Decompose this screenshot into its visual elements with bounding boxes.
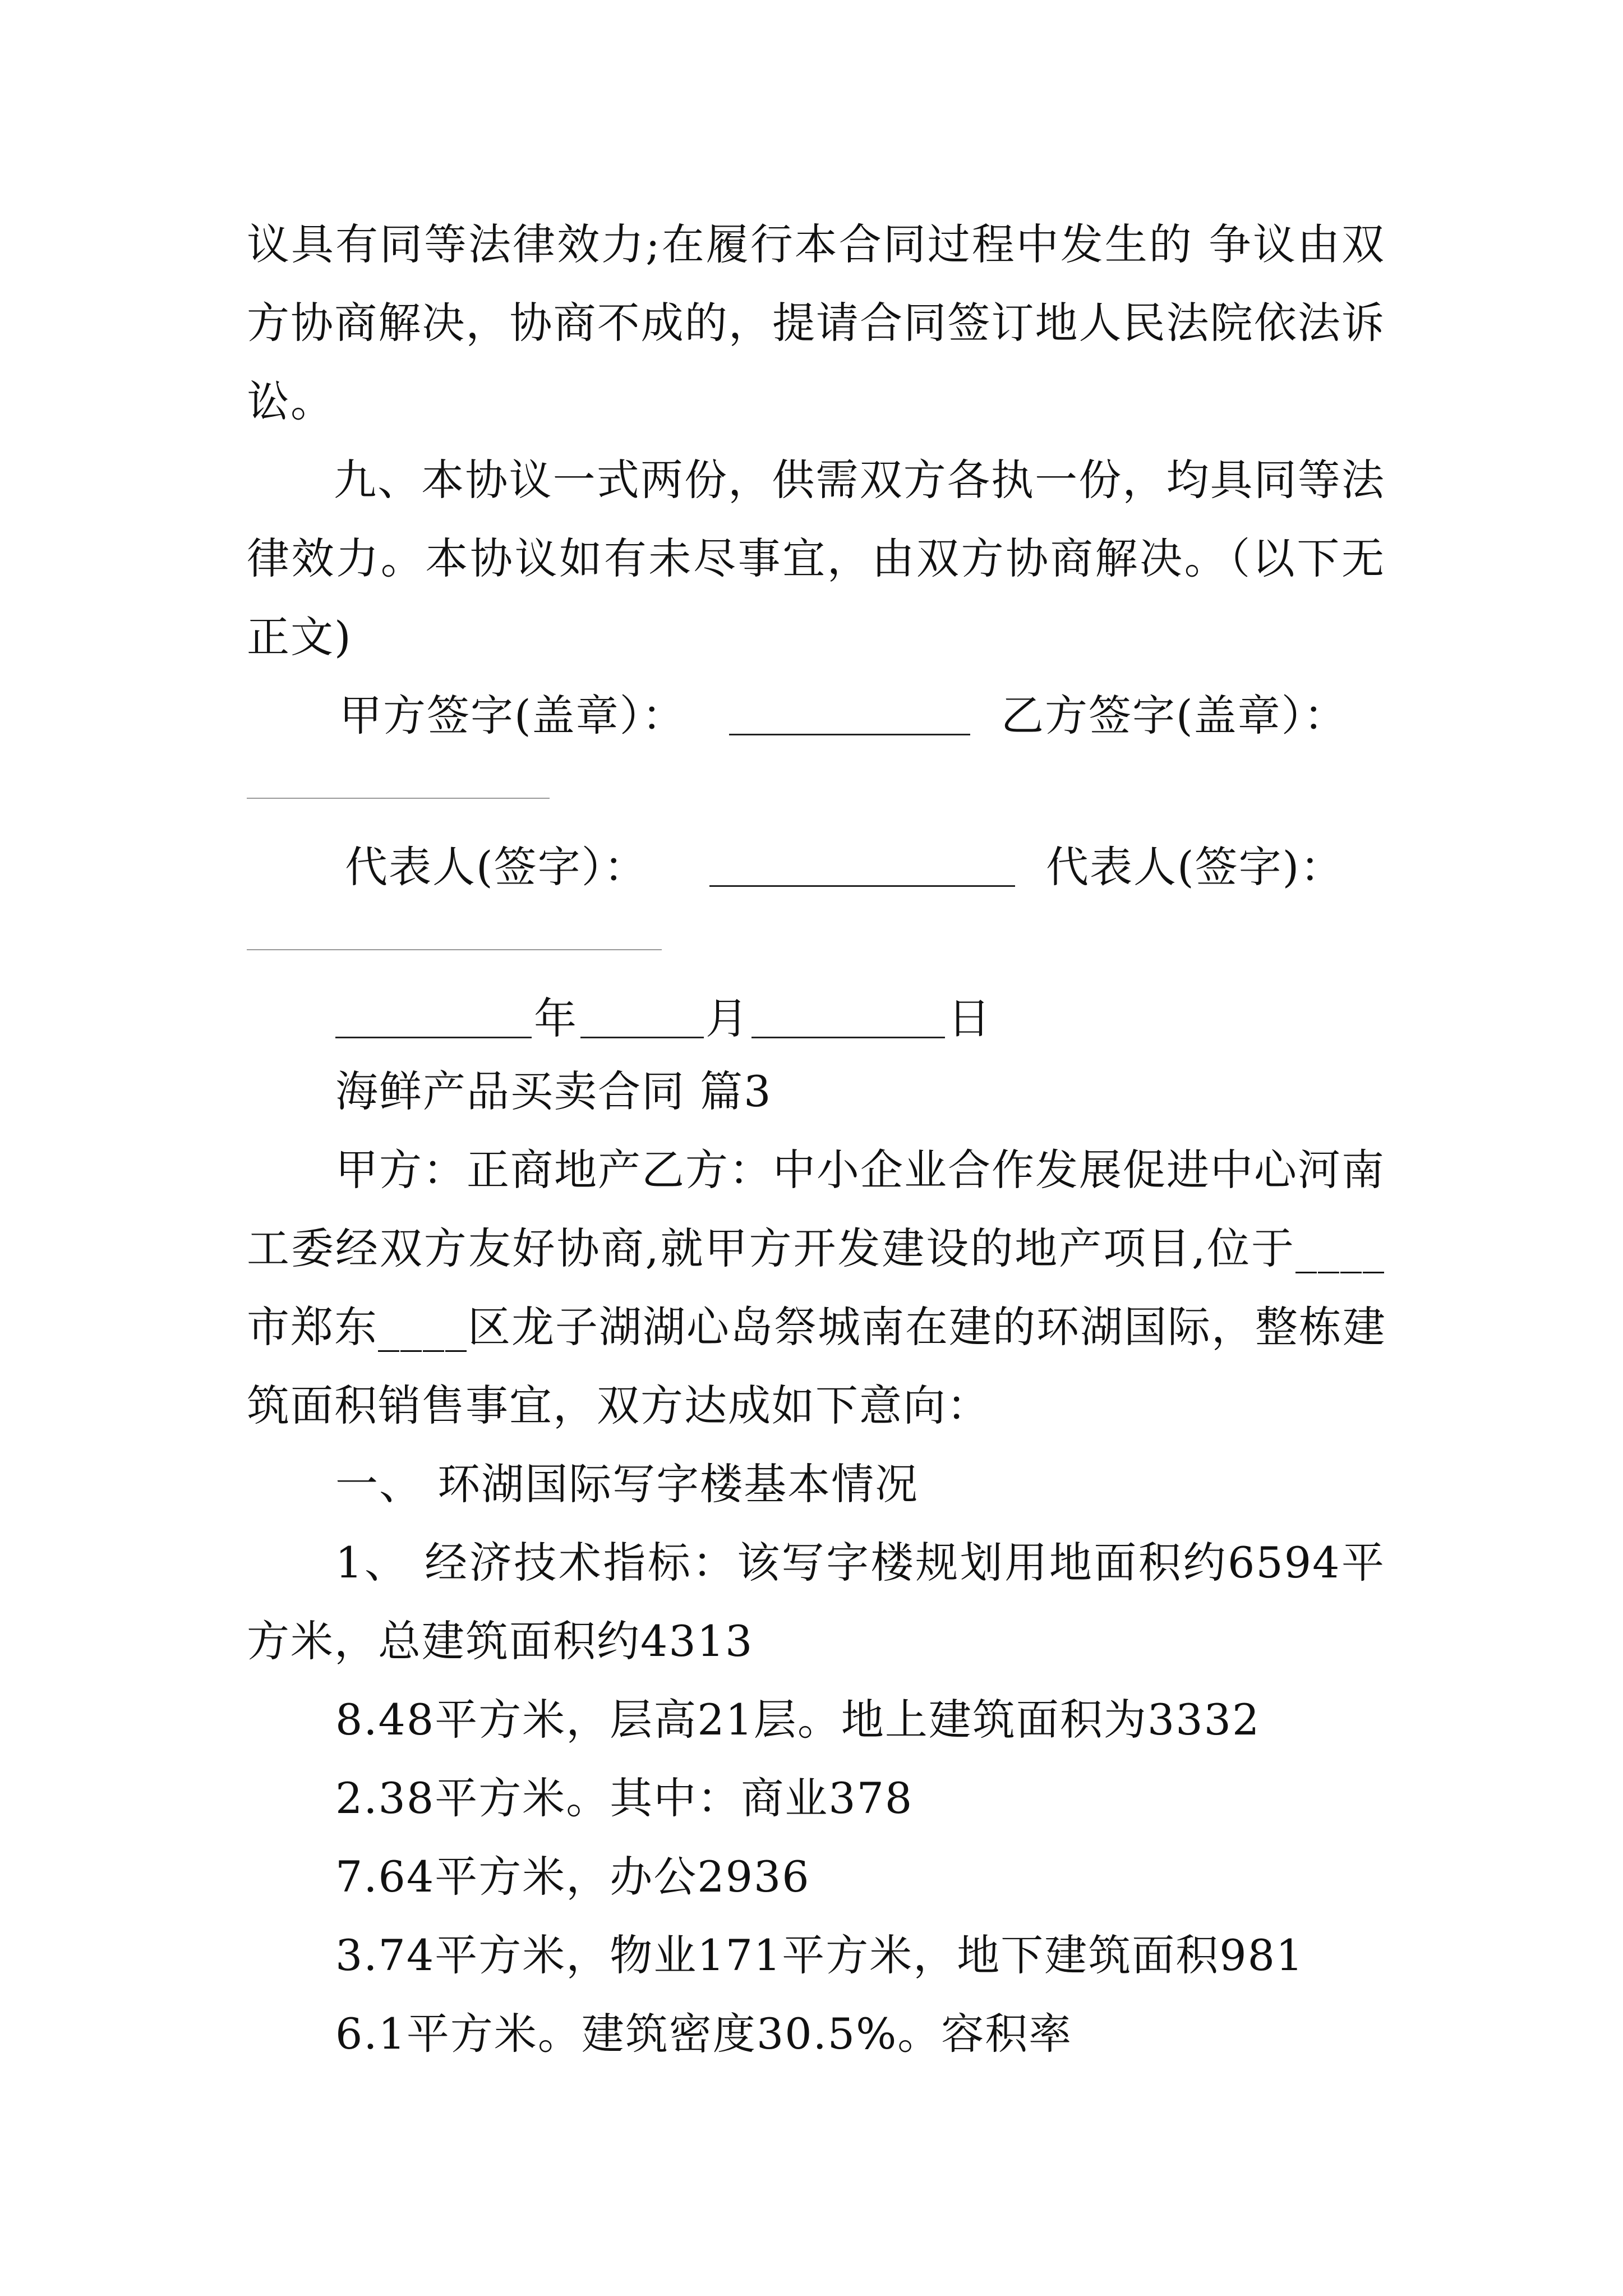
month-blank[interactable] [580, 1004, 704, 1038]
figure-line: 3.74平方米，物业171平方米，地下建筑面积981 [335, 1930, 1304, 1980]
rep-b-signature-label: 代表人(签字)： [1046, 842, 1344, 892]
month-label: 月 [706, 993, 749, 1043]
rep-a-signature-label: 代表人(签字）： [345, 842, 648, 892]
rep-b-signature-blank[interactable] [247, 949, 662, 950]
paragraph-line: 九、本协议一式两份，供需双方各执一份，均具同等法 [334, 455, 1385, 505]
year-blank[interactable] [335, 1004, 532, 1038]
paragraph-line: 方米，总建筑面积约4313 [247, 1616, 754, 1666]
figure-line: 8.48平方米，层高21层。地上建筑面积为3332 [335, 1695, 1261, 1745]
paragraph-line: 甲方：正商地产乙方：中小企业合作发展促进中心河南 [335, 1145, 1385, 1195]
paragraph-line: 筑面积销售事宜，双方达成如下意向： [247, 1381, 990, 1430]
figure-line: 6.1平方米。建筑密度30.5%。容积率 [335, 2009, 1073, 2059]
paragraph-line: 律效力。本协议如有未尽事宜，由双方协商解决。（以下无 [247, 533, 1385, 583]
party-b-signature-label: 乙方签字(盖章）： [1001, 691, 1348, 740]
paragraph-line: 议具有同等法律效力;在履行本合同过程中发生的 争议由双 [247, 219, 1385, 269]
figure-line: 2.38平方米。其中：商业378 [335, 1773, 914, 1823]
paragraph-line: 1、 经济技术指标：该写字楼规划用地面积约6594平 [335, 1538, 1385, 1588]
day-label: 日 [948, 993, 992, 1043]
party-a-signature-blank[interactable] [729, 701, 970, 735]
day-blank[interactable] [751, 1004, 945, 1038]
item-heading: 一、 环湖国际写字楼基本情况 [335, 1459, 919, 1509]
rep-a-signature-blank[interactable] [709, 853, 1015, 887]
paragraph-line: 市郑东____区龙子湖湖心岛祭城南在建的环湖国际，整栋建 [247, 1302, 1386, 1352]
party-b-signature-blank[interactable] [247, 798, 550, 799]
paragraph-line: 讼。 [247, 376, 334, 426]
year-label: 年 [534, 993, 578, 1043]
figure-line: 7.64平方米，办公2936 [335, 1852, 810, 1902]
paragraph-line: 工委经双方友好协商,就甲方开发建设的地产项目,位于____ [247, 1223, 1385, 1273]
paragraph-line: 正文) [247, 612, 352, 662]
party-a-signature-label: 甲方签字(盖章）： [339, 691, 686, 740]
section-heading: 海鲜产品买卖合同 篇3 [335, 1066, 772, 1116]
paragraph-line: 方协商解决，协商不成的，提请合同签订地人民法院依法诉 [247, 298, 1385, 348]
